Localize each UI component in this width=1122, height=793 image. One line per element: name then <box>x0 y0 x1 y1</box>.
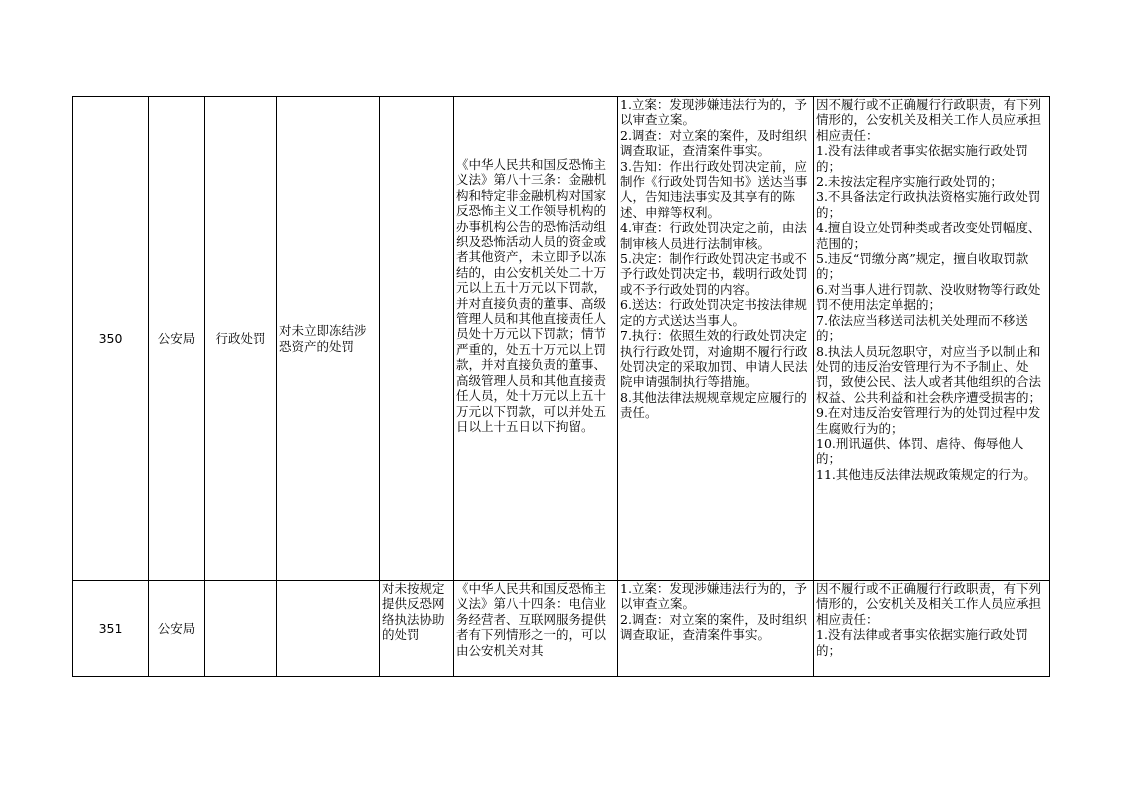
department-cell: 公安局 <box>149 97 205 581</box>
responsibility-text: 因不履行或不正确履行行政职责，有下列情形的，公安机关及相关工作人员应承担相应责任： 1.没有法律或者事实依据实施行政处罚的； <box>816 581 1042 658</box>
department-cell: 公安局 <box>149 581 205 677</box>
responsibility-text: 因不履行或不正确履行行政职责，有下列情形的，公安机关及相关工作人员应承担相应责任： 1.没有法律或者事实依据实施行政处罚的； 2.未按法定程序实施行政处罚的； 3.不具备法定行政执法资格实施行政处罚的； 4.擅自设立处罚种类或者改变处罚幅度、范围的； 5.违反“罚缴分离”规定，擅自收取罚款的； 6.对当事人进行罚款、没收财物等行政处罚不使用法定单据的； 7.依法应当移送司法机关处理而不移送的； 8.执法人员玩忽职守，对应当予以制止和处罚的违反治安管理行为不予制止、处罚，致使公民、法人或者其他组织的合法权益、公共利益和社会秩序遭受损害的； 9.在对违反治安管理行为的处罚过程中发生腐败行为的； 10.刑讯逼供、体罚、虐待、侮辱他人的； 11.其他违反法律法规政策规定的行为。 <box>816 97 1042 482</box>
sub-item-cell <box>380 581 454 677</box>
responsibility-cell <box>814 97 1050 581</box>
procedure-cell <box>618 97 814 581</box>
item-name-cell <box>277 581 380 677</box>
procedure-text: 1.立案：发现涉嫌违法行为的，予以审查立案。 2.调查：对立案的案件，及时组织调查取证，查清案件事实。 3.告知：作出行政处罚决定前，应制作《行政处罚告知书》送达当事人，告知违法事实及其享有的陈述、申辩等权利。 4.审查：行政处罚决定之前，由法制审核人员进行法制审核。 5.决定：制作行政处罚决定书或不予行政处罚决定书，载明行政处罚或不予行政处罚的内容。 6.送达：行政处罚决定书按法律规定的方式送达当事人。 7.执行：依照生效的行政处罚决定执行行政处罚，对逾期不履行行政处罚决定的采取加罚、申请人民法院申请强制执行等措施。 8.其他法律法规规章规定应履行的责任。 <box>620 97 808 421</box>
table-row <box>73 581 1050 677</box>
sub-item-text: 对未按规定提供反恐网络执法协助的处罚 <box>382 581 445 643</box>
legal-basis-text: 《中华人民共和国反恐怖主义法》第八十四条：电信业务经营者、互联网服务提供者有下列情形之一的，可以由公安机关对其 <box>456 581 607 658</box>
category-cell <box>205 581 277 677</box>
row-number: 351 <box>73 581 149 677</box>
legal-basis-cell <box>454 581 618 677</box>
item-name-text: 对未立即冻结涉恐资产的处罚 <box>279 323 367 354</box>
procedure-text: 1.立案：发现涉嫌违法行为的，予以审查立案。 2.调查：对立案的案件，及时组织调查取证，查清案件事实。 <box>620 581 807 643</box>
power-list-table <box>72 96 1050 677</box>
responsibility-cell <box>814 581 1050 677</box>
sub-item-cell <box>380 97 454 581</box>
legal-basis-text: 《中华人民共和国反恐怖主义法》第八十三条：金融机构和特定非金融机构对国家反恐怖主义工作领导机构的办事机构公告的恐怖活动组织及恐怖活动人员的资金或者其他资产，未立即予以冻结的，由公安机关处二十万元以上五十万元以下罚款，并对直接负责的董事、高级管理人员和其他直接责任人员处十万元以下罚款；情节严重的，处五十万元以上罚款，并对直接负责的董事、高级管理人员和其他直接责任人员，处十万元以上五十万元以下罚款，可以并处五日以上十五日以下拘留。 <box>456 157 607 434</box>
legal-basis-cell <box>454 97 618 581</box>
item-name-cell <box>277 97 380 581</box>
procedure-cell <box>618 581 814 677</box>
category-cell: 行政处罚 <box>205 97 277 581</box>
table-row <box>73 97 1050 581</box>
row-number: 350 <box>73 97 149 581</box>
